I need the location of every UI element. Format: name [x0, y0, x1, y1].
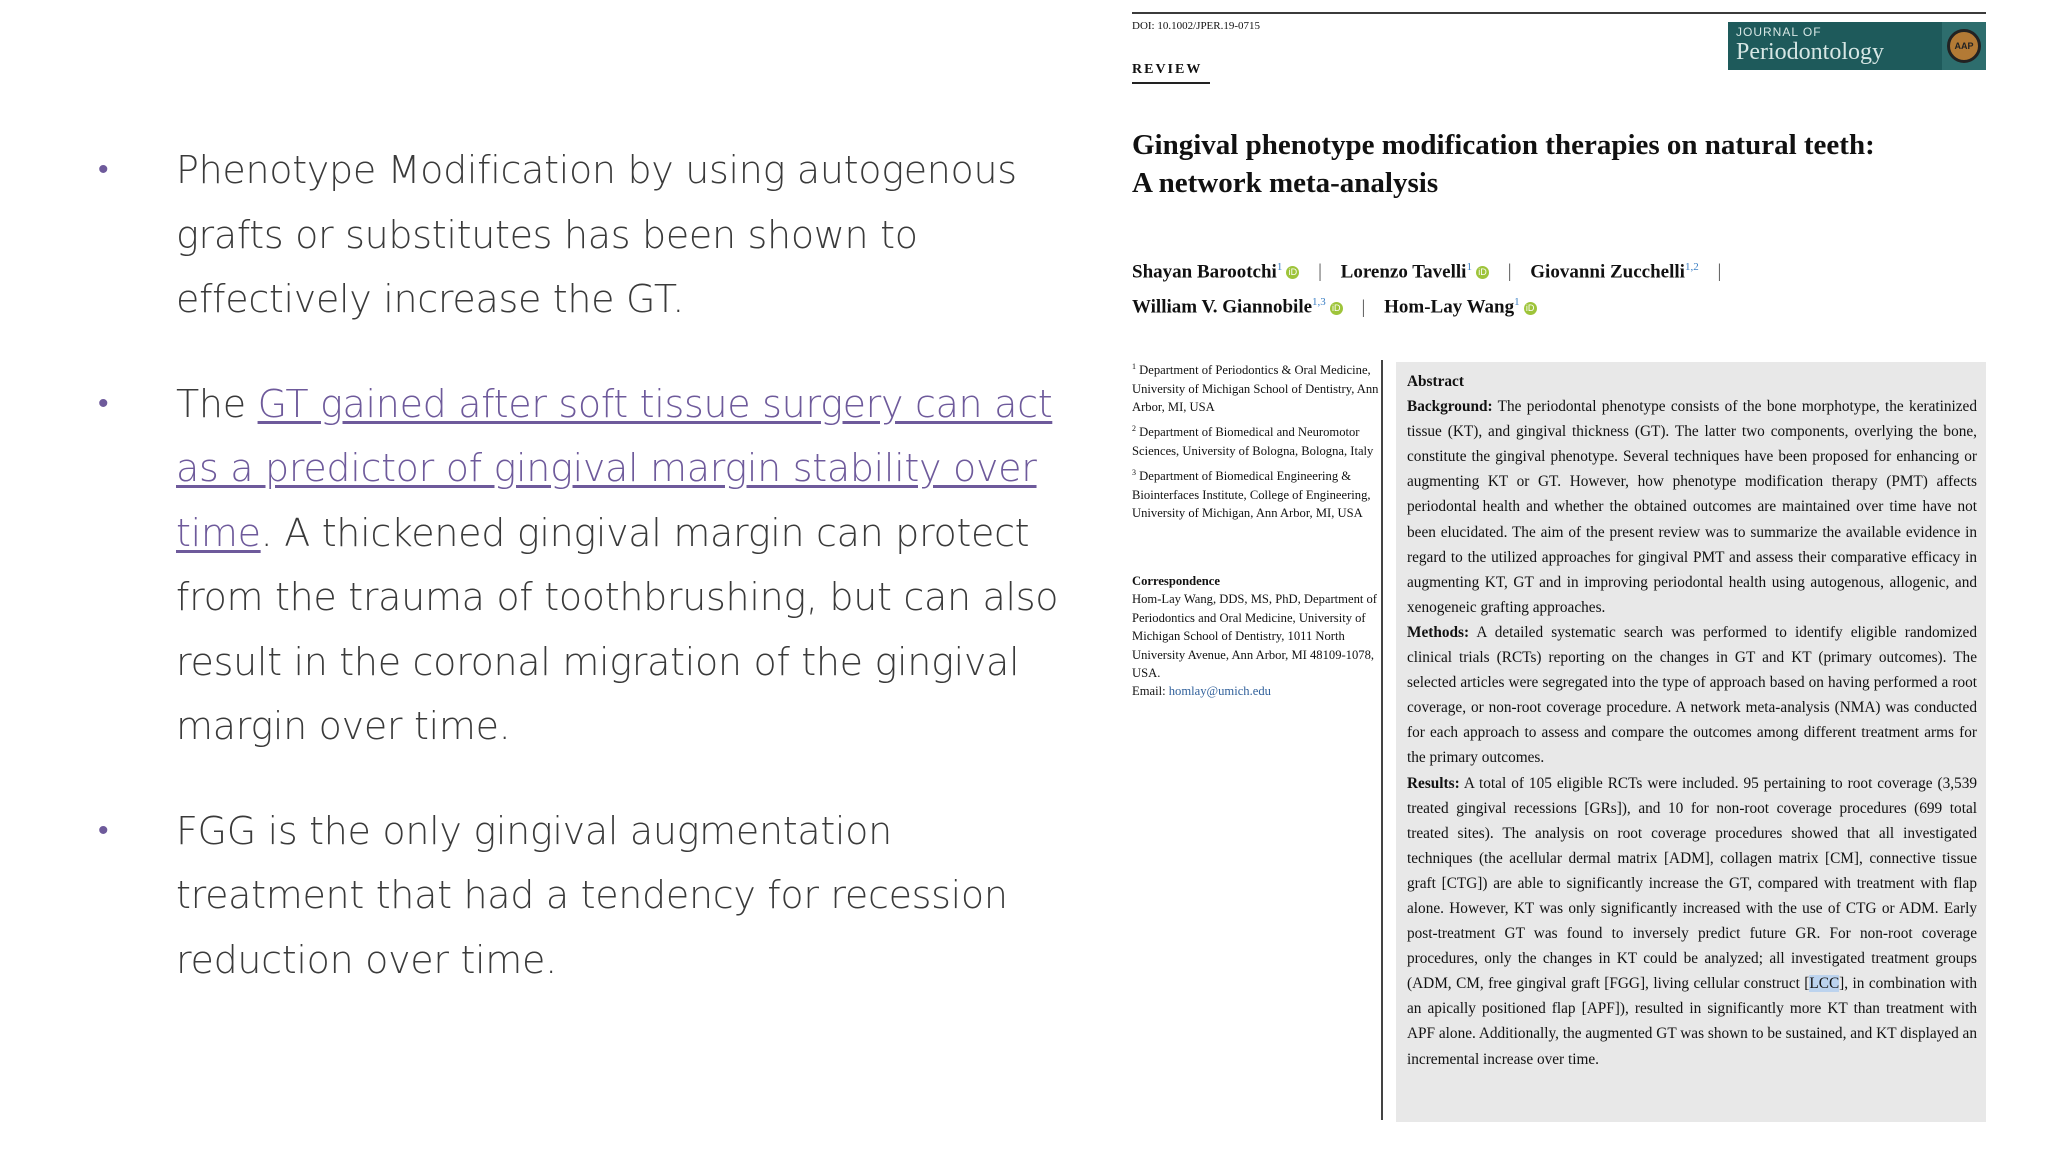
journal-seal-area: [1942, 22, 1986, 70]
affiliation-item: [1132, 420, 1384, 460]
author-name: William V. Giannobile: [1132, 296, 1313, 318]
abstract-background: [1407, 394, 1977, 620]
abstract-results: [1407, 771, 1977, 1072]
author-separator: |: [1318, 261, 1322, 283]
section-label: REVIEW: [1132, 62, 1203, 77]
author-name: Hom-Lay Wang: [1384, 296, 1515, 318]
header-rule: [1132, 12, 1986, 14]
affiliations: [1132, 358, 1384, 527]
author-separator: |: [1361, 296, 1366, 318]
bullet-item: [88, 799, 1076, 993]
bullet-item: [88, 372, 1076, 759]
affiliation-item: [1132, 464, 1384, 522]
author-line-2: [1132, 287, 1986, 322]
bullet-text: FGG is the only gingival augmentation treatment that had a tendency for recession reduction over time.: [176, 808, 1008, 982]
abstract-results-label: Results:: [1407, 774, 1460, 792]
author-affil-sup: 1: [1514, 296, 1520, 309]
bullet-text-suffix: . A thickened gingival margin can protect from the trauma of toothbrushing, but can also result in the coronal migration of the gingival margin over time.: [176, 510, 1059, 748]
correspondence-heading: Correspondence: [1132, 574, 1220, 588]
author-list: [1132, 252, 1986, 323]
author-name: Lorenzo Tavelli: [1340, 261, 1467, 283]
author-affil-sup: 1,2: [1684, 261, 1699, 273]
email-link[interactable]: homlay@umich.edu: [1168, 684, 1271, 699]
affiliation-sup: 2: [1132, 424, 1136, 434]
bullet-item: [88, 138, 1076, 332]
affiliation-item: [1132, 358, 1384, 416]
selected-text-highlight[interactable]: LCC: [1809, 975, 1840, 993]
affiliation-text: Department of Biomedical and Neuromotor Sciences, University of Bologna, Bologna, Italy: [1132, 425, 1374, 458]
journal-logo-text: [1728, 22, 1942, 70]
orcid-icon[interactable]: iD: [1330, 302, 1343, 315]
orcid-icon[interactable]: iD: [1286, 266, 1299, 279]
journal-logo-line2: Periodontology: [1736, 39, 1884, 65]
abstract-results-text: A total of 105 eligible RCTs were included. 95 pertaining to root coverage (3,539 treated gingival recessions [GRs]), and 10 for non-root coverage procedures (699 total treated sites). The analysis on root coverage procedures showed that all investigated techniques (the acellular dermal matrix [ADM], collagen matrix [CM], connective tissue graft [CTG]) are able to significantly increase the GT, compared with treatment with flap alone. However, KT was only significantly increased with the use of CTG or ADM. Early post-treatment GT was found to inversely predict future GR. For non-root coverage procedures, only the changes in KT could be analyzed; all investigated treatment groups (ADM, CM, free gingival graft [FGG], living cellular construct [: [1407, 774, 1977, 993]
author-name: Shayan Barootchi: [1132, 261, 1277, 283]
article-title-line1: Gingival phenotype modification therapies on natural teeth:: [1132, 129, 1875, 161]
orcid-icon[interactable]: iD: [1476, 266, 1489, 279]
author-line-1: [1132, 252, 1986, 287]
abstract-methods: [1407, 620, 1977, 771]
article-title-line2: A network meta-analysis: [1132, 167, 1439, 199]
bullet-dot: •: [98, 812, 109, 848]
section-underline: [1132, 82, 1210, 84]
gt-predictor-link[interactable]: GT gained after soft tissue surgery can act as a predictor of gingival margin stability over time: [176, 381, 1053, 555]
affiliation-sup: 3: [1132, 468, 1136, 478]
correspondence-body: Hom-Lay Wang, DDS, MS, PhD, Department of Periodontics and Oral Medicine, University of Michigan School of Dentistry, 1011 North University Avenue, Ann Arbor, MI 48109-1078, USA.: [1132, 592, 1378, 681]
author-separator: |: [1717, 261, 1722, 283]
author-separator: |: [1507, 261, 1512, 283]
article-title: [1132, 126, 1986, 202]
column-divider: [1381, 360, 1383, 1120]
abstract-box: [1396, 362, 1986, 1122]
abstract-heading: Abstract: [1407, 373, 1464, 390]
journal-logo: [1728, 22, 1986, 70]
orcid-icon[interactable]: iD: [1524, 302, 1537, 315]
abstract-background-label: Background:: [1407, 398, 1493, 416]
author-affil-sup: 1: [1276, 261, 1283, 273]
bullet-text: Phenotype Modification by using autogenous grafts or substitutes has been shown to effectively increase the GT.: [176, 148, 1017, 321]
doi: DOI: 10.1002/JPER.19-0715: [1132, 20, 1261, 32]
correspondence: [1132, 572, 1384, 701]
bullet-dot: •: [98, 152, 109, 187]
aap-seal-icon: AAP: [1947, 29, 1981, 63]
journal-logo-line1: JOURNAL OF: [1736, 25, 1822, 39]
affiliation-text: Department of Periodontics & Oral Medicine, University of Michigan School of Dentistry, Ann Arbor, MI, USA: [1132, 363, 1379, 414]
author-affil-sup: 1: [1466, 261, 1472, 273]
paper-excerpt: [1132, 0, 1986, 1152]
author-affil-sup: 1,3: [1312, 296, 1326, 309]
bullet-text-prefix: The: [176, 381, 258, 426]
slide-bullet-list: [88, 138, 1078, 1032]
bullet-dot: •: [98, 385, 109, 421]
abstract-methods-label: Methods:: [1407, 623, 1470, 641]
abstract-background-text: The periodontal phenotype consists of the bone morphotype, the keratinized tissue (KT), and gingival thickness (GT). The latter two components, overlying the bone, constitute the gingival phenotype. Several techniques have been proposed for enhancing or augmenting KT or GT. However, how phenotype modification therapy (PMT) affects periodontal health and whether the obtained outcomes are maintained over time have not been elucidated. The aim of the present review was to summarize the available evidence in regard to the utilized approaches for gingival PMT and assess their comparative efficacy in augmenting KT, GT and in improving periodontal health using autogenous, allogenic, and xenogeneic grafting approaches.: [1407, 398, 1977, 616]
affiliation-text: Department of Biomedical Engineering & Biointerfaces Institute, College of Engineering, University of Michigan, Ann Arbor, MI, USA: [1132, 469, 1371, 521]
correspondence-email-line: [1132, 682, 1384, 700]
abstract-methods-text: A detailed systematic search was performed to identify eligible randomized clinical trials (RCTs) reporting on the changes in GT and KT (primary outcomes). The selected articles were segregated into the type of approach based on having performed a root coverage, or non-root coverage procedure. A network meta-analysis (NMA) was conducted for each approach to assess and compare the outcomes among different treatment arms for the primary outcomes.: [1407, 623, 1977, 767]
author-name: Giovanni Zucchelli: [1530, 261, 1685, 283]
affiliation-sup: 1: [1132, 362, 1136, 371]
abstract-results-text-cont: ], in combination with an apically positioned flap [APF]), resulted in significantly more KT than treatment with APF alone. Additionally, the augmented GT was shown to be sustained, and KT displayed an incremental increase over time.: [1407, 975, 1977, 1068]
email-label: Email:: [1132, 684, 1169, 699]
